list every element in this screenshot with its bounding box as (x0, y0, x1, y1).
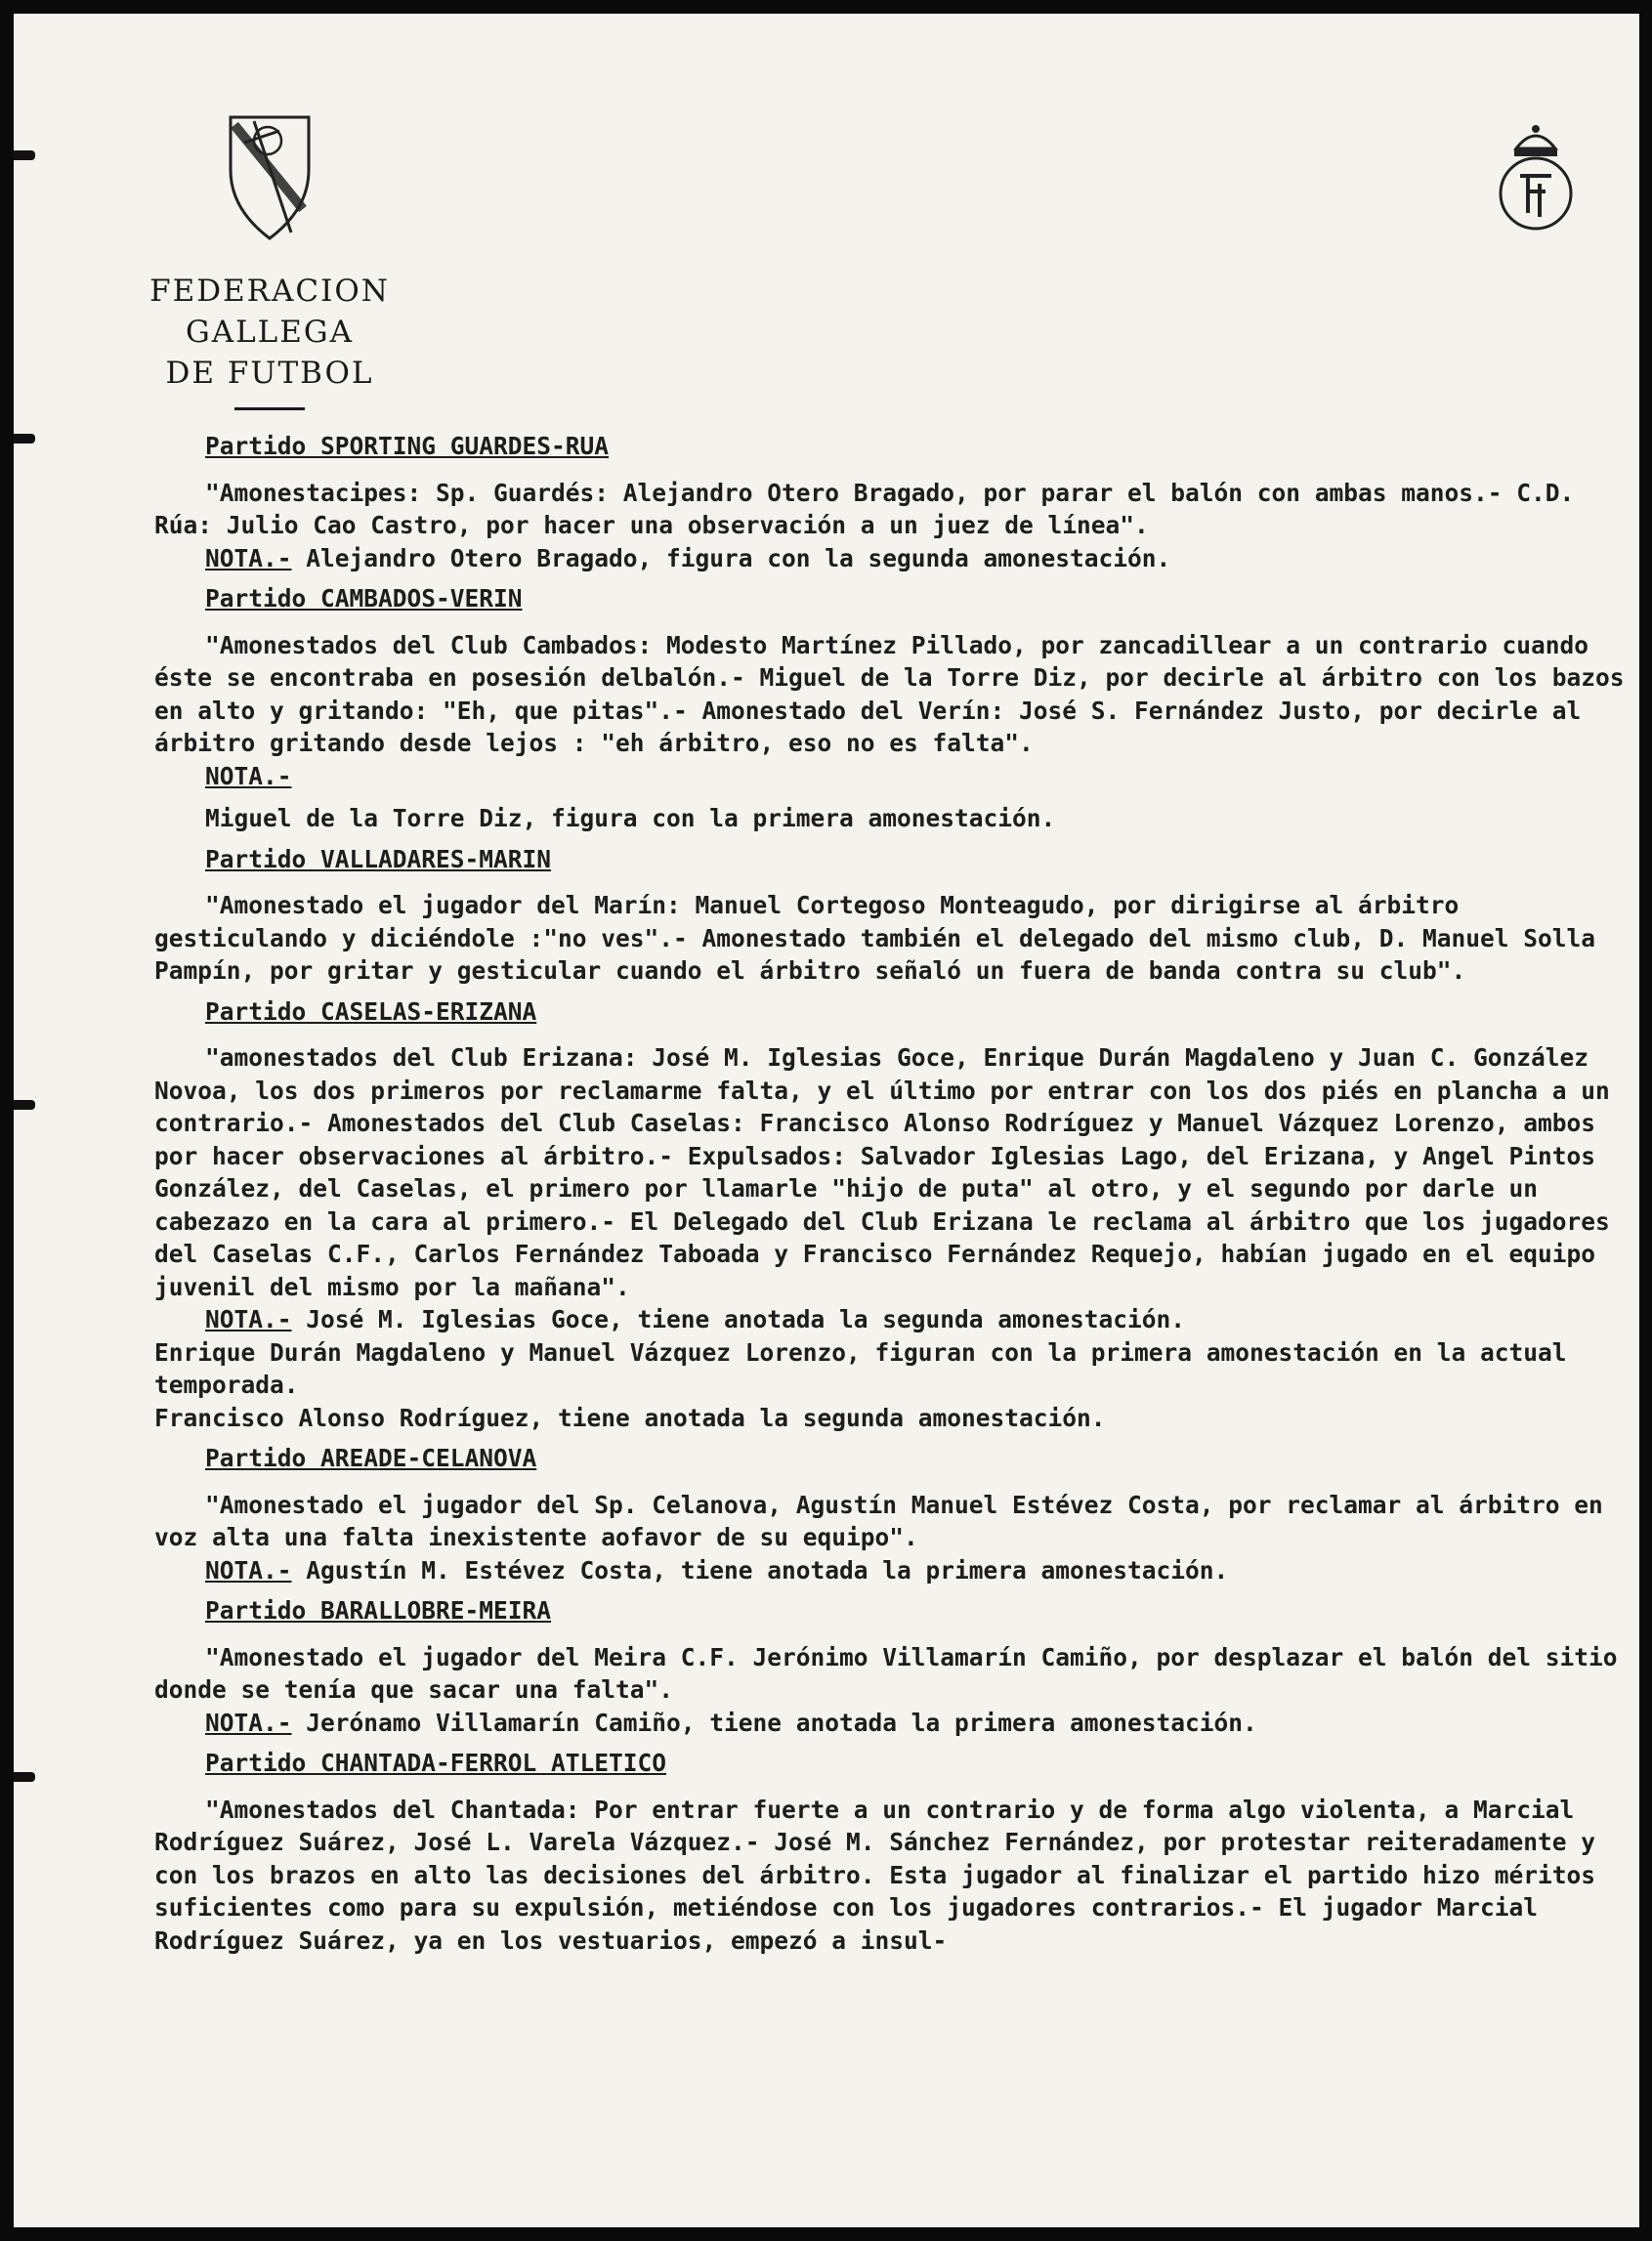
match-heading: Partido CAMBADOS-VERIN (205, 584, 523, 613)
nota-label: NOTA.- (205, 761, 292, 790)
match-heading: Partido CHANTADA-FERROL ATLETICO (205, 1749, 667, 1777)
nota-label: NOTA.- (205, 1708, 292, 1737)
document-body (154, 422, 1639, 1957)
match-heading: Partido AREADE-CELANOVA (205, 1444, 537, 1472)
match-report-text: "amonestados del Club Erizana: José M. Iglesias Goce, Enrique Durán Magdaleno y Juan C. González Novoa, los dos primeros por reclamarme falta, y el último por entrar con los dos piés en plancha a un contrario.- Amonestados del Club Caselas: Francisco Alonso Rodríguez y Manuel Vázquez Lorenzo, ambos por hacer observaciones al árbitro.- Expulsados: Salvador Iglesias Lago, del Erizana, y Angel Pintos González, del Caselas, el primero por llamarle "hijo de puta" al otro, y el segundo por darle un cabezazo en la cara al primero.- El Delegado del Club Erizana le reclama al árbitro que los jugadores del Caselas C.F., Carlos Fernández Taboada y Francisco Fernández Requejo, habían jugado en el equipo juvenil del mismo por la mañana". (154, 1043, 1610, 1301)
nota-text: Agustín M. Estévez Costa, tiene anotada la primera amonestación. (306, 1555, 1229, 1585)
header-divider (234, 407, 305, 410)
crowned-rfef-crest-icon (1493, 119, 1579, 236)
document-page (14, 14, 1639, 2227)
match-report-text: "Amonestados del Chantada: Por entrar fuerte a un contrario y de forma algo violenta, a Marcial Rodríguez Suárez, José L. Varela Vázquez.- José M. Sánchez Fernández, por protestar reiteradamente y con los brazos en alto las decisiones del árbitro. Esta jugador al finalizar el partido hizo méritos suficientes como para su expulsión, metiéndose con los jugadores contrarios.- El jugador Marcial Rodríguez Suárez, ya en los vestuarios, empezó a insul- (154, 1795, 1596, 1955)
organization-name-line2: DE FUTBOL (165, 356, 374, 391)
punch-hole (14, 150, 35, 160)
letterhead (74, 111, 465, 410)
nota-text: Francisco Alonso Rodríguez, tiene anotada la segunda amonestación. (154, 1403, 1106, 1432)
punch-hole (14, 1772, 35, 1782)
match-heading: Partido VALLADARES-MARIN (205, 844, 552, 873)
nota-label: NOTA.- (205, 1555, 292, 1585)
nota-text: Jerónamo Villamarín Camiño, tiene anotada la primera amonestación. (306, 1708, 1257, 1737)
nota-line (205, 1707, 1639, 1740)
shield-sword-icon (225, 111, 315, 243)
match-report-text: "Amonestados del Club Cambados: Modesto Martínez Pillado, por zancadillear a un contrario cuando éste se encontraba en posesión delbalón.- Miguel de la Torre Diz, por decirle al árbitro con los bazos en alto y gritando: "Eh, que pitas".- Amonestado del Verín: José S. Fernández Justo, por decirle al árbitro gritando desde lejos : "eh árbitro, eso no es falta". (154, 630, 1625, 757)
punch-hole (14, 1100, 35, 1110)
nota-label: NOTA.- (205, 543, 292, 572)
nota-text: Miguel de la Torre Diz, figura con la primera amonestación. (205, 804, 1056, 832)
punch-hole (14, 434, 35, 444)
match-heading: Partido CASELAS-ERIZANA (205, 996, 537, 1026)
match-report-text: "Amonestado el jugador del Meira C.F. Jerónimo Villamarín Camiño, por desplazar el balón del sitio donde se tenía que sacar una falta". (154, 1642, 1618, 1704)
match-report-text: "Amonestado el jugador del Sp. Celanova, Agustín Manuel Estévez Costa, por reclamar al árbitro en voz alta una falta inexistente aofavor de su equipo". (154, 1490, 1603, 1551)
match-heading: Partido BARALLOBRE-MEIRA (205, 1596, 552, 1625)
match-report-text: "Amonestado el jugador del Marín: Manuel Cortegoso Monteagudo, por dirigirse al árbitro gesticulando y diciéndole :"no ves".- Amonestado también el delegado del mismo club, D. Manuel Solla Pampín, por gritar y gesticular cuando el árbitro señaló un fuera de banda contra su club". (154, 891, 1596, 985)
match-heading: Partido SPORTING GUARDES-RUA (205, 432, 610, 460)
match-report-text: "Amonestacipes: Sp. Guardés: Alejandro Otero Bragado, por parar el balón con ambas manos.- C.D. Rúa: Julio Cao Castro, por hacer una observación a un juez de línea". (154, 478, 1575, 539)
nota-line (205, 1303, 1639, 1336)
organization-name-line1: FEDERACION GALLEGA (149, 274, 390, 350)
nota-text: Enrique Durán Magdaleno y Manuel Vázquez Lorenzo, figuran con la primera amonestación en la actual temporada. (154, 1337, 1567, 1399)
nota-line (205, 1554, 1639, 1587)
nota-line (205, 760, 1639, 793)
nota-text: José M. Iglesias Goce, tiene anotada la segunda amonestación. (306, 1305, 1186, 1333)
nota-line (205, 542, 1639, 575)
nota-text: Alejandro Otero Bragado, figura con la segunda amonestación. (306, 543, 1171, 572)
nota-label: NOTA.- (205, 1305, 292, 1333)
